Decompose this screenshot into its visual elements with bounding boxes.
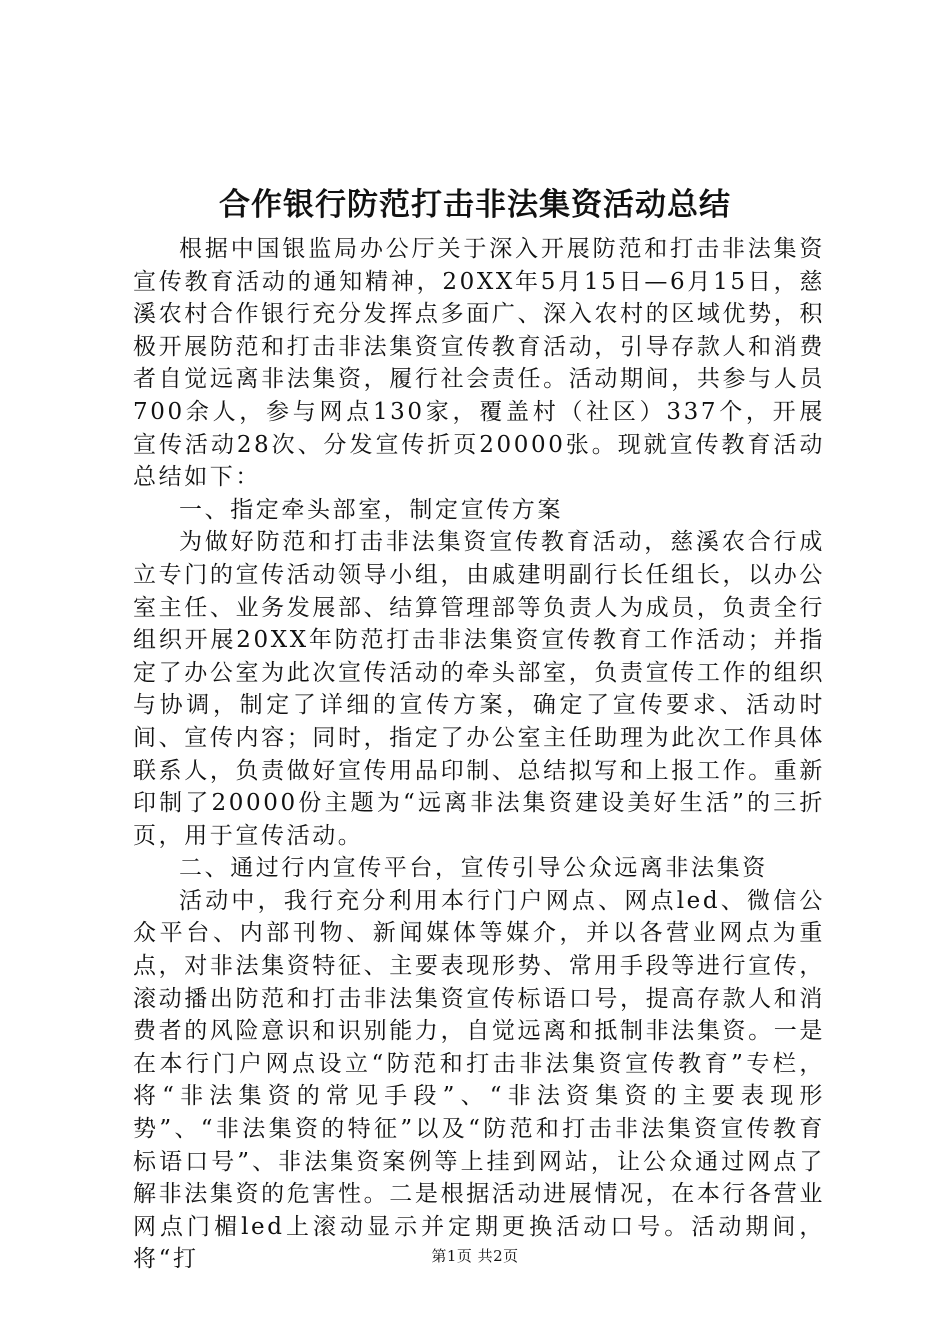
page-footer: 第1页 共2页 xyxy=(431,1247,519,1265)
section-heading-1: 一、指定牵头部室，制定宣传方案 xyxy=(179,496,563,523)
page-title: 合作银行防范打击非法集资活动总结 xyxy=(219,187,731,223)
paragraph-section-1: 为做好防范和打击非法集资宣传教育活动，慈溪农合行成立专门的宣传活动领导小组，由戚建明副行长任组长，以办公室主任、业务发展部、结算管理部等负责人为成员，负责全行组织开展20XX年防范打击非法集资宣传教育工作活动；并指定了办公室为此次宣传活动的牵头部室，负责宣传工作的组织与协调，制定了详细的宣传方案，确定了宣传要求、活动时间、宣传内容；同时，指定了办公室主任助理为此次工作具体联系人，负责做好宣传用品印制、总结拟写和上报工作。重新印制了20000份主题为“远离非法集资建设美好生活”的三折页，用于宣传活动。 xyxy=(133,529,825,849)
document-body xyxy=(133,233,825,1276)
section-heading-2: 二、通过行内宣传平台，宣传引导公众远离非法集资 xyxy=(179,855,768,882)
paragraph-section-2: 活动中，我行充分利用本行门户网点、网点led、微信公众平台、内部刊物、新闻媒体等媒介，并以各营业网点为重点，对非法集资特征、主要表现形势、常用手段等进行宣传，滚动播出防范和打击非法集资宣传标语口号，提高存款人和消费者的风险意识和识别能力，自觉远离和抵制非法集资。一是在本行门户网点设立“防范和打击非法集资宣传教育”专栏，将“非法集资的常见手段”、“非法资集资的主要表现形势”、“非法集资的特征”以及“防范和打击非法集资宣传教育标语口号”、非法集资案例等上挂到网站，让公众通过网点了解非法集资的危害性。二是根据活动进展情况，在本行各营业网点门楣led上滚动显示并定期更换活动口号。活动期间，将“打 xyxy=(133,887,825,1273)
paragraph-intro: 根据中国银监局办公厅关于深入开展防范和打击非法集资宣传教育活动的通知精神，20XX年5月15日—6月15日，慈溪农村合作银行充分发挥点多面广、深入农村的区域优势，积极开展防范和打击非法集资宣传教育活动，引导存款人和消费者自觉远离非法集资，履行社会责任。活动期间，共参与人员700余人，参与网点130家，覆盖村（社区）337个，开展宣传活动28次、分发宣传折页20000张。现就宣传教育活动总结如下： xyxy=(133,236,825,491)
